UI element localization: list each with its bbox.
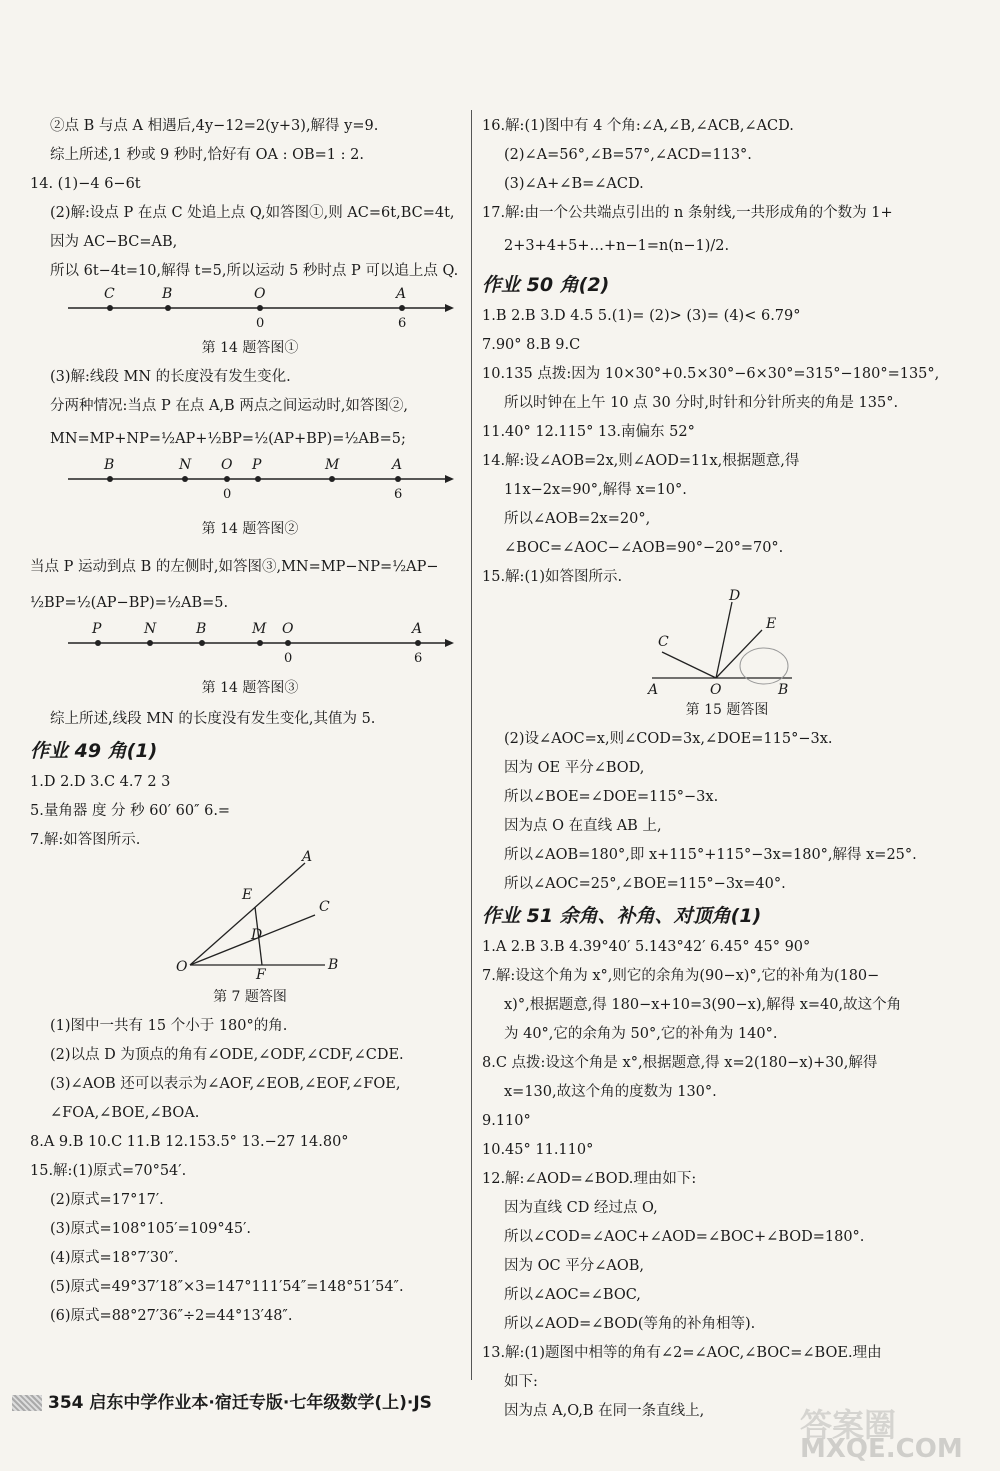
footer-text: 354 启东中学作业本·宿迁专版·七年级数学(上)·JS bbox=[48, 1393, 432, 1413]
text-line: 因为 AC−BC=AB, bbox=[50, 234, 178, 250]
angle-figure-7 bbox=[30, 849, 470, 983]
text-line: (1)图中一共有 15 个小于 180°的角. bbox=[50, 1018, 288, 1034]
watermark-top: 答案圈 bbox=[800, 1406, 897, 1444]
text-line: 分两种情况:当点 P 在点 A,B 两点之间运动时,如答图②, bbox=[50, 398, 409, 414]
point-label: O bbox=[710, 682, 722, 698]
text-line: 7.解:设这个角为 x°,则它的余角为(90−x)°,它的补角为(180− bbox=[482, 968, 880, 984]
text-line: (4)原式=18°7′30″. bbox=[50, 1250, 179, 1266]
section-heading: 作业 50 角(2) bbox=[482, 274, 610, 296]
point-label: C bbox=[658, 634, 669, 650]
text-line: (2)原式=17°17′. bbox=[50, 1192, 164, 1208]
text-line: MN=MP+NP=½AP+½BP=½(AP+BP)=½AB=5; bbox=[50, 431, 406, 447]
text-line: 7.90° 8.B 9.C bbox=[482, 337, 581, 353]
text-line: 15.解:(1)如答图所示. bbox=[482, 569, 623, 585]
text-line: x=130,故这个角的度数为 130°. bbox=[504, 1084, 717, 1100]
page-footer bbox=[12, 1388, 432, 1418]
footer-bar-icon bbox=[12, 1395, 42, 1411]
point-label: B bbox=[162, 286, 173, 302]
point-label: B bbox=[778, 682, 789, 698]
text-line: 9.110° bbox=[482, 1113, 531, 1129]
text-line: 当点 P 运动到点 B 的左侧时,如答图③,MN=MP−NP=½AP− bbox=[30, 559, 439, 575]
text-line: (2)设∠AOC=x,则∠COD=3x,∠DOE=115°−3x. bbox=[504, 731, 833, 747]
text-line: 因为点 A,O,B 在同一条直线上, bbox=[504, 1403, 705, 1419]
text-line: 为 40°,它的余角为 50°,它的补角为 140°. bbox=[504, 1026, 778, 1042]
text-line: 所以∠AOC=∠BOC, bbox=[504, 1287, 641, 1303]
watermark-bottom: MXQE.COM bbox=[800, 1434, 963, 1464]
point-label: D bbox=[251, 927, 263, 943]
point-label: M bbox=[325, 457, 340, 473]
text-line: 10.45° 11.110° bbox=[482, 1142, 594, 1158]
tick-number: 6 bbox=[414, 651, 423, 666]
tick-number: 6 bbox=[394, 487, 403, 502]
text-line: 所以∠BOE=∠DOE=115°−3x. bbox=[504, 789, 719, 805]
text-line: 13.解:(1)题图中相等的角有∠2=∠AOC,∠BOC=∠BOE.理由 bbox=[482, 1345, 882, 1361]
point-label: N bbox=[179, 457, 192, 473]
text-line: (3)∠A+∠B=∠ACD. bbox=[504, 176, 644, 192]
text-line: 8.A 9.B 10.C 11.B 12.153.5° 13.−27 14.80° bbox=[30, 1134, 349, 1150]
figure-caption: 第 14 题答图③ bbox=[201, 680, 299, 696]
text-line: x)°,根据题意,得 180−x+10=3(90−x),解得 x=40,故这个角 bbox=[504, 997, 902, 1013]
text-line: 如下: bbox=[504, 1374, 538, 1390]
text-line: 8.C 点拨:设这个角是 x°,根据题意,得 x=2(180−x)+30,解得 bbox=[482, 1055, 878, 1071]
text-line: 所以∠AOD=∠BOD(等角的补角相等). bbox=[504, 1316, 756, 1332]
text-line: 因为点 O 在直线 AB 上, bbox=[504, 818, 662, 834]
point-label: P bbox=[252, 457, 262, 473]
text-line: 11.40° 12.115° 13.南偏东 52° bbox=[482, 424, 695, 440]
watermark-logo bbox=[800, 1400, 990, 1464]
text-line: 所以 6t−4t=10,解得 t=5,所以运动 5 秒时点 P 可以追上点 Q. bbox=[50, 263, 459, 279]
text-line: (6)原式=88°27′36″÷2=44°13′48″. bbox=[50, 1308, 293, 1324]
angle-figure-15 bbox=[482, 588, 972, 698]
point-label: M bbox=[252, 621, 267, 637]
point-label: O bbox=[282, 621, 294, 637]
point-label: C bbox=[319, 899, 330, 915]
section-heading: 作业 51 余角、补角、对顶角(1) bbox=[482, 905, 762, 927]
point-label: A bbox=[648, 682, 659, 698]
figure-caption: 第 14 题答图① bbox=[201, 340, 299, 356]
text-line: 所以时钟在上午 10 点 30 分时,时针和分针所夹的角是 135°. bbox=[504, 395, 899, 411]
point-label: C bbox=[104, 286, 115, 302]
text-line: 综上所述,线段 MN 的长度没有发生变化,其值为 5. bbox=[50, 711, 376, 727]
text-line: (2)∠A=56°,∠B=57°,∠ACD=113°. bbox=[504, 147, 752, 163]
text-line: 所以∠AOB=2x=20°, bbox=[504, 511, 651, 527]
text-line: 因为 OC 平分∠AOB, bbox=[504, 1258, 644, 1274]
point-label: A bbox=[392, 457, 403, 473]
text-line: 1.D 2.D 3.C 4.7 2 3 bbox=[30, 774, 171, 790]
text-line: 16.解:(1)图中有 4 个角:∠A,∠B,∠ACB,∠ACD. bbox=[482, 118, 794, 134]
point-label: O bbox=[254, 286, 266, 302]
point-label: A bbox=[396, 286, 407, 302]
text-line: 11x−2x=90°,解得 x=10°. bbox=[504, 482, 687, 498]
tick-number: 0 bbox=[256, 316, 265, 331]
number-line-figure-2 bbox=[30, 457, 470, 509]
text-line: 17.解:由一个公共端点引出的 n 条射线,一共形成角的个数为 1+ bbox=[482, 205, 893, 221]
figure-caption: 第 7 题答图 bbox=[213, 989, 287, 1005]
point-label: D bbox=[729, 588, 741, 604]
point-label: B bbox=[196, 621, 207, 637]
text-line: 15.解:(1)原式=70°54′. bbox=[30, 1163, 187, 1179]
text-line: 7.解:如答图所示. bbox=[30, 832, 141, 848]
left-column bbox=[30, 112, 470, 1331]
text-line: (2)以点 D 为顶点的角有∠ODE,∠ODF,∠CDF,∠CDE. bbox=[50, 1047, 404, 1063]
text-line: ½BP=½(AP−BP)=½AB=5. bbox=[30, 595, 229, 611]
point-label: A bbox=[412, 621, 423, 637]
point-label: B bbox=[328, 957, 339, 973]
point-label: B bbox=[104, 457, 115, 473]
section-heading: 作业 49 角(1) bbox=[30, 740, 158, 762]
text-line: (5)原式=49°37′18″×3=147°111′54″=148°51′54″. bbox=[50, 1279, 404, 1295]
number-line-figure-3 bbox=[30, 621, 470, 671]
figure-caption: 第 14 题答图② bbox=[201, 521, 299, 537]
tick-number: 6 bbox=[398, 316, 407, 331]
text-line: 12.解:∠AOD=∠BOD.理由如下: bbox=[482, 1171, 697, 1187]
point-label: O bbox=[221, 457, 233, 473]
point-label: F bbox=[256, 967, 266, 983]
text-line: 1.B 2.B 3.D 4.5 5.(1)= (2)> (3)= (4)< 6.79° bbox=[482, 308, 801, 324]
number-line-figure-1 bbox=[30, 286, 470, 334]
text-line: 1.A 2.B 3.B 4.39°40′ 5.143°42′ 6.45° 45° 90° bbox=[482, 939, 811, 955]
point-label: E bbox=[242, 887, 253, 903]
text-line: (3)原式=108°105′=109°45′. bbox=[50, 1221, 252, 1237]
text-line: (2)解:设点 P 在点 C 处追上点 Q,如答图①,则 AC=6t,BC=4t, bbox=[50, 205, 455, 221]
point-label: O bbox=[176, 959, 188, 975]
text-line: 5.量角器 度 分 秒 60′ 60″ 6.= bbox=[30, 803, 231, 819]
column-divider bbox=[471, 110, 472, 1380]
text-line: 14. (1)−4 6−6t bbox=[30, 176, 141, 192]
text-line: ②点 B 与点 A 相遇后,4y−12=2(y+3),解得 y=9. bbox=[50, 118, 379, 134]
text-line: 所以∠AOB=180°,即 x+115°+115°−3x=180°,解得 x=25°. bbox=[504, 847, 917, 863]
figure-caption: 第 15 题答图 bbox=[685, 702, 769, 718]
text-line: 14.解:设∠AOB=2x,则∠AOD=11x,根据题意,得 bbox=[482, 453, 800, 469]
point-label: N bbox=[144, 621, 157, 637]
text-line: 综上所述,1 秒或 9 秒时,恰好有 OA : OB=1 : 2. bbox=[50, 147, 364, 163]
text-line: 2+3+4+5+…+n−1=n(n−1)/2. bbox=[504, 238, 730, 254]
text-line: 因为 OE 平分∠BOD, bbox=[504, 760, 645, 776]
text-line: 10.135 点拨:因为 10×30°+0.5×30°−6×30°=315°−180°=135°, bbox=[482, 366, 940, 382]
tick-number: 0 bbox=[223, 487, 232, 502]
right-column bbox=[482, 112, 972, 1426]
point-label: P bbox=[92, 621, 102, 637]
point-label: A bbox=[302, 849, 313, 865]
text-line: 所以∠COD=∠AOC+∠AOD=∠BOC+∠BOD=180°. bbox=[504, 1229, 865, 1245]
text-line: (3)解:线段 MN 的长度没有发生变化. bbox=[50, 369, 291, 385]
text-line: 所以∠AOC=25°,∠BOE=115°−3x=40°. bbox=[504, 876, 786, 892]
text-line: (3)∠AOB 还可以表示为∠AOF,∠EOB,∠EOF,∠FOE, bbox=[50, 1076, 401, 1092]
text-line: ∠BOC=∠AOC−∠AOB=90°−20°=70°. bbox=[504, 540, 784, 556]
text-line: ∠FOA,∠BOE,∠BOA. bbox=[50, 1105, 200, 1121]
tick-number: 0 bbox=[284, 651, 293, 666]
point-label: E bbox=[766, 616, 777, 632]
text-line: 因为直线 CD 经过点 O, bbox=[504, 1200, 658, 1216]
